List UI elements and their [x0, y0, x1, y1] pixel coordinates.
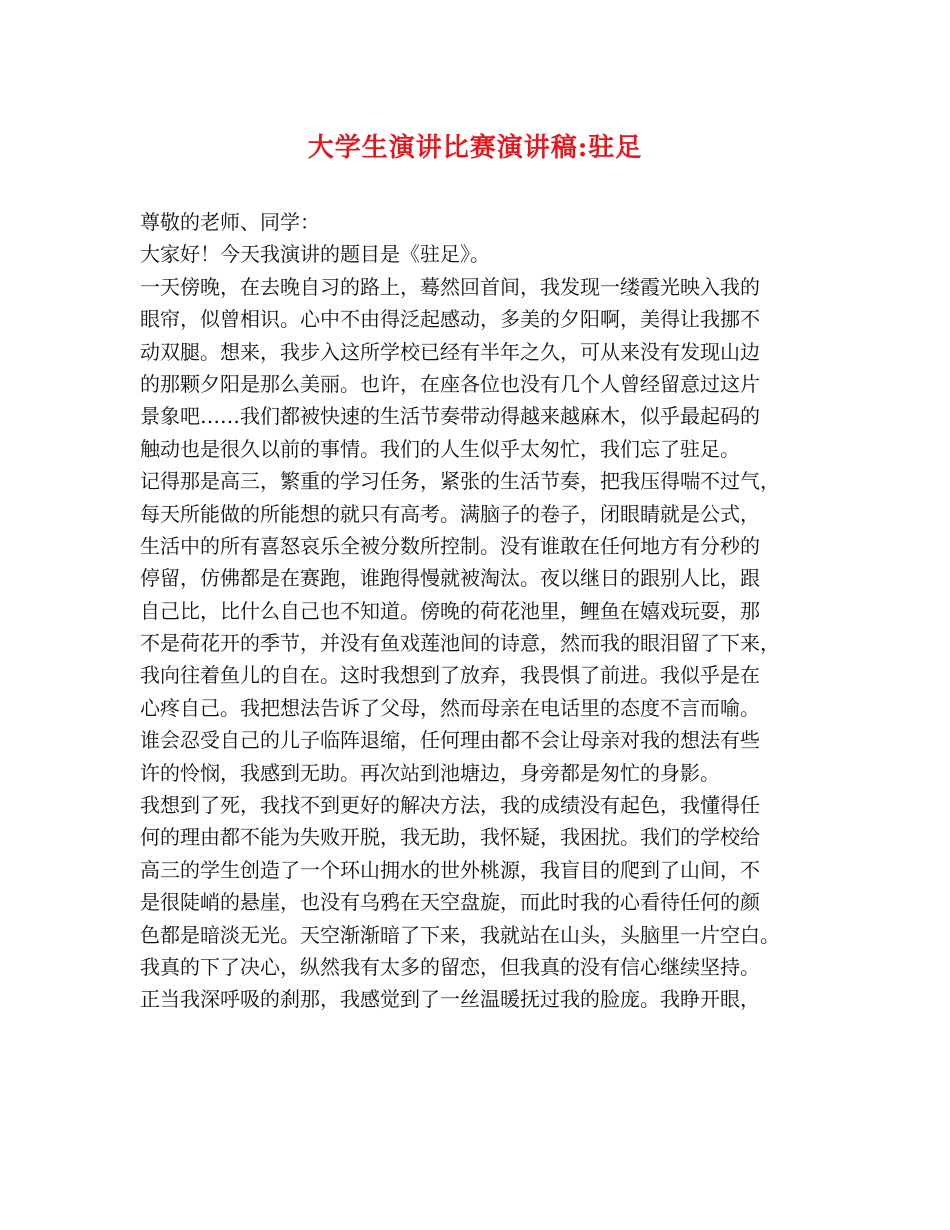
text-line: 我想到了死，我找不到更好的解决方法，我的成绩没有起色，我懂得任 — [140, 793, 760, 818]
text-line: 一天傍晚，在去晚自习的路上，蓦然回首间，我发现一缕霞光映入我的 — [140, 274, 760, 299]
text-line: 高三的学生创造了一个环山拥水的世外桃源，我盲目的爬到了山间，不 — [140, 857, 760, 882]
text-line: 停留，仿佛都是在赛跑，谁跑得慢就被淘汰。夜以继日的跟别人比，跟 — [140, 566, 760, 591]
document-body — [140, 206, 830, 1016]
text-line: 景象吧……我们都被快速的生活节奏带动得越来越麻木，似乎最起码的 — [140, 404, 760, 429]
text-line: 心疼自己。我把想法告诉了父母，然而母亲在电话里的态度不言而喻。 — [140, 695, 760, 720]
text-line: 不是荷花开的季节，并没有鱼戏莲池间的诗意，然而我的眼泪留了下来， — [140, 631, 780, 656]
text-line: 谁会忍受自己的儿子临阵退缩，任何理由都不会让母亲对我的想法有些 — [140, 728, 760, 753]
text-line: 色都是暗淡无光。天空渐渐暗了下来，我就站在山头，头脑里一片空白。 — [140, 922, 780, 947]
text-line: 我向往着鱼儿的自在。这时我想到了放弃，我畏惧了前进。我似乎是在 — [140, 663, 760, 688]
text-line: 生活中的所有喜怒哀乐全被分数所控制。没有谁敢在任何地方有分秒的 — [140, 533, 760, 558]
text-line: 正当我深呼吸的刹那，我感觉到了一丝温暖抚过我的脸庞。我睁开眼， — [140, 987, 760, 1012]
text-line: 动双腿。想来，我步入这所学校已经有半年之久，可从来没有发现山边 — [140, 339, 760, 364]
text-line: 每天所能做的所能想的就只有高考。满脑子的卷子，闭眼睛就是公式， — [140, 501, 760, 526]
text-line: 大家好！今天我演讲的题目是《驻足》。 — [140, 242, 490, 267]
document-title: 大学生演讲比赛演讲稿:驻足 — [307, 133, 643, 163]
text-line: 是很陡峭的悬崖，也没有乌鸦在天空盘旋，而此时我的心看待任何的颜 — [140, 890, 760, 915]
text-line: 何的理由都不能为失败开脱，我无助，我怀疑，我困扰。我们的学校给 — [140, 825, 760, 850]
text-line: 自己比，比什么自己也不知道。傍晚的荷花池里，鲤鱼在嬉戏玩耍，那 — [140, 598, 760, 623]
text-line: 眼帘，似曾相识。心中不由得泛起感动，多美的夕阳啊，美得让我挪不 — [140, 307, 760, 332]
text-line: 记得那是高三，繁重的学习任务，紧张的生活节奏，把我压得喘不过气， — [140, 469, 780, 494]
text-line: 尊敬的老师、同学： — [140, 210, 320, 234]
text-line: 的那颗夕阳是那么美丽。也许，在座各位也没有几个人曾经留意过这片 — [140, 371, 760, 396]
text-line: 许的怜悯，我感到无助。再次站到池塘边，身旁都是匆忙的身影。 — [140, 760, 720, 785]
text-line: 触动也是很久以前的事情。我们的人生似乎太匆忙，我们忘了驻足。 — [140, 436, 740, 461]
text-line: 我真的下了决心，纵然我有太多的留恋，但我真的没有信心继续坚持。 — [140, 954, 760, 979]
